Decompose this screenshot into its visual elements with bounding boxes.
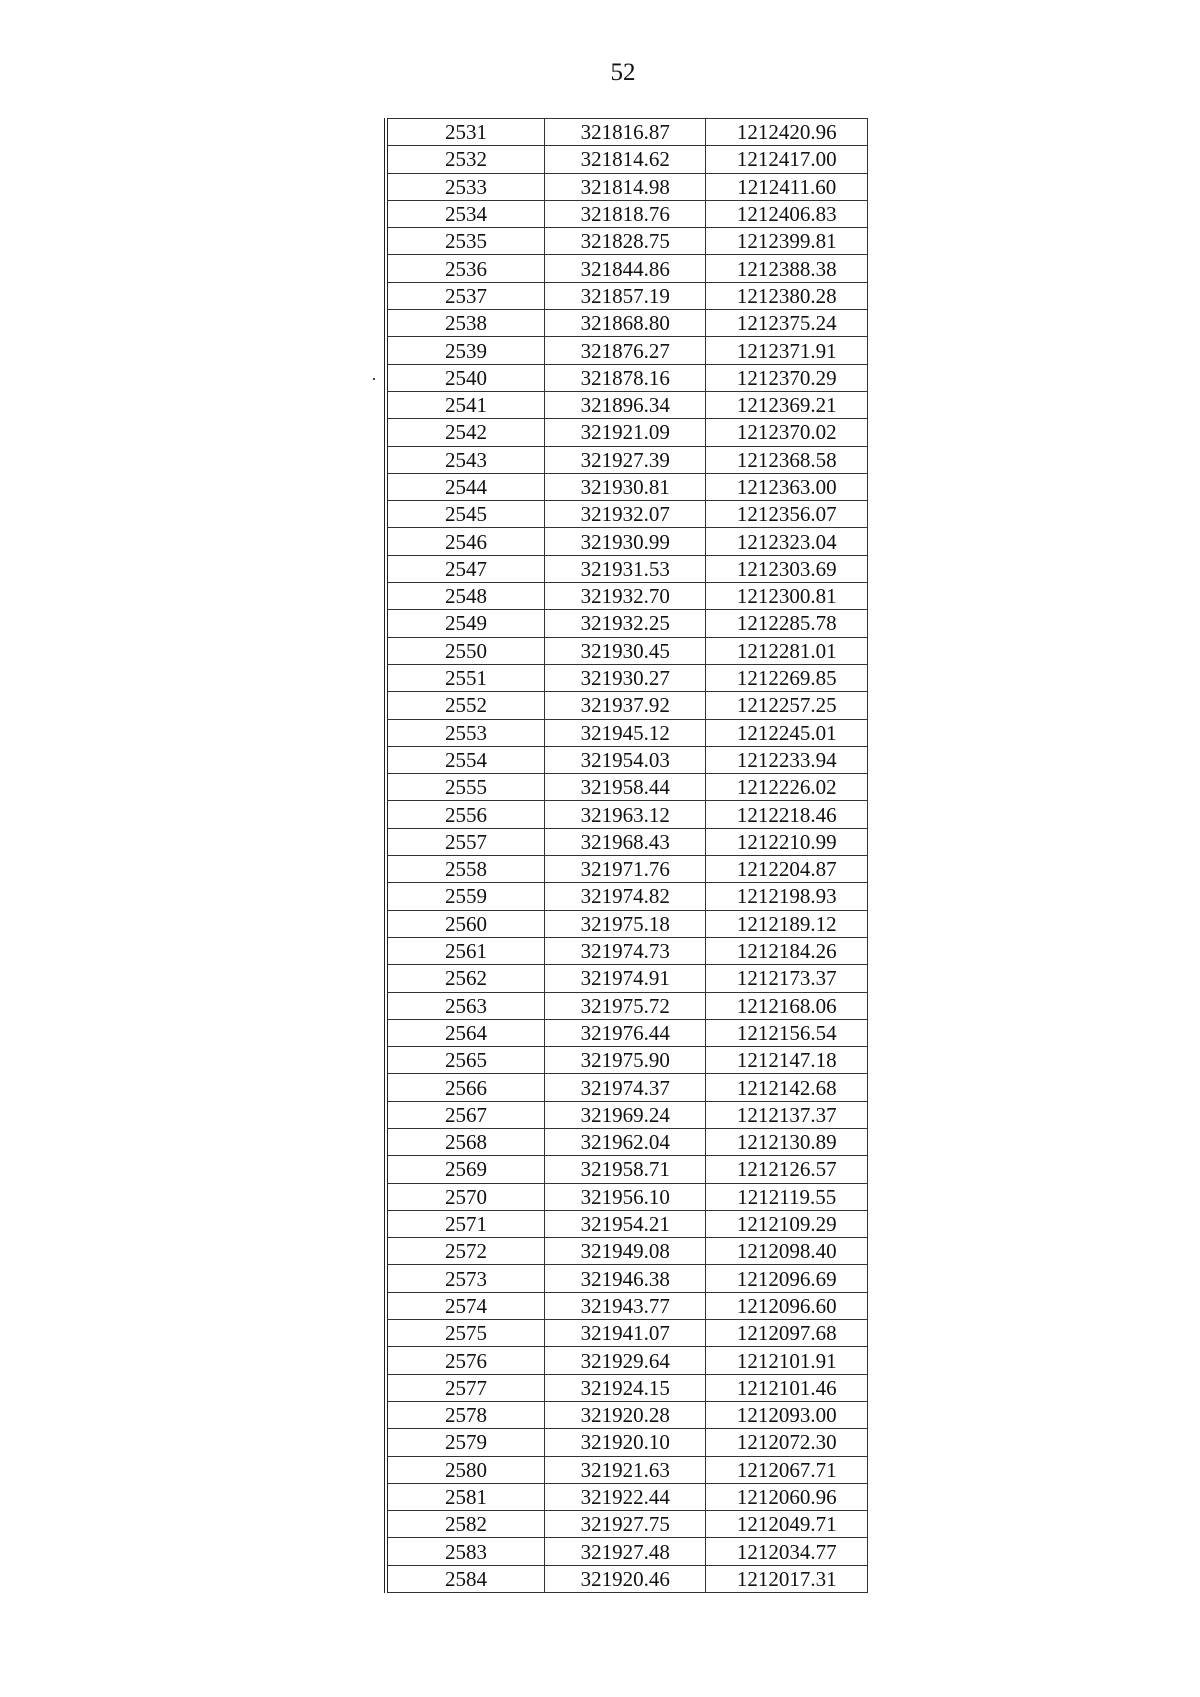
y-coordinate-cell: 1212093.00 — [706, 1401, 868, 1428]
point-number-cell: 2583 — [386, 1538, 544, 1565]
point-number-cell: 2534 — [386, 200, 544, 227]
point-number-cell: 2548 — [386, 583, 544, 610]
x-coordinate-cell: 321945.12 — [544, 719, 706, 746]
table-row — [386, 1374, 868, 1401]
y-coordinate-cell: 1212420.96 — [706, 119, 868, 146]
y-coordinate-cell: 1212049.71 — [706, 1511, 868, 1538]
y-coordinate-cell: 1212363.00 — [706, 473, 868, 500]
point-number-cell: 2564 — [386, 1019, 544, 1046]
x-coordinate-cell: 321930.27 — [544, 664, 706, 691]
x-coordinate-cell: 321920.46 — [544, 1565, 706, 1592]
table-row — [386, 856, 868, 883]
x-coordinate-cell: 321921.09 — [544, 419, 706, 446]
y-coordinate-cell: 1212370.02 — [706, 419, 868, 446]
y-coordinate-cell: 1212097.68 — [706, 1320, 868, 1347]
table-row — [386, 1538, 868, 1565]
point-number-cell: 2563 — [386, 992, 544, 1019]
table-row — [386, 801, 868, 828]
point-number-cell: 2543 — [386, 446, 544, 473]
y-coordinate-cell: 1212204.87 — [706, 856, 868, 883]
table-row — [386, 1456, 868, 1483]
table-row — [386, 282, 868, 309]
stray-dot — [373, 378, 375, 380]
x-coordinate-cell: 321954.21 — [544, 1210, 706, 1237]
x-coordinate-cell: 321937.92 — [544, 692, 706, 719]
table-row — [386, 692, 868, 719]
point-number-cell: 2554 — [386, 746, 544, 773]
point-number-cell: 2581 — [386, 1483, 544, 1510]
x-coordinate-cell: 321930.99 — [544, 528, 706, 555]
point-number-cell: 2546 — [386, 528, 544, 555]
table-row — [386, 1019, 868, 1046]
x-coordinate-cell: 321946.38 — [544, 1265, 706, 1292]
point-number-cell: 2567 — [386, 1101, 544, 1128]
point-number-cell: 2544 — [386, 473, 544, 500]
y-coordinate-cell: 1212189.12 — [706, 910, 868, 937]
y-coordinate-cell: 1212137.37 — [706, 1101, 868, 1128]
table-row — [386, 146, 868, 173]
y-coordinate-cell: 1212142.68 — [706, 1074, 868, 1101]
table-row — [386, 255, 868, 282]
table-row — [386, 1101, 868, 1128]
point-number-cell: 2552 — [386, 692, 544, 719]
y-coordinate-cell: 1212184.26 — [706, 937, 868, 964]
x-coordinate-cell: 321932.25 — [544, 610, 706, 637]
x-coordinate-cell: 321818.76 — [544, 200, 706, 227]
point-number-cell: 2538 — [386, 310, 544, 337]
table-row — [386, 200, 868, 227]
point-number-cell: 2571 — [386, 1210, 544, 1237]
point-number-cell: 2545 — [386, 501, 544, 528]
x-coordinate-cell: 321941.07 — [544, 1320, 706, 1347]
table-row — [386, 1238, 868, 1265]
y-coordinate-cell: 1212156.54 — [706, 1019, 868, 1046]
x-coordinate-cell: 321974.91 — [544, 965, 706, 992]
table-row — [386, 1074, 868, 1101]
x-coordinate-cell: 321868.80 — [544, 310, 706, 337]
y-coordinate-cell: 1212406.83 — [706, 200, 868, 227]
point-number-cell: 2557 — [386, 828, 544, 855]
y-coordinate-cell: 1212417.00 — [706, 146, 868, 173]
point-number-cell: 2584 — [386, 1565, 544, 1592]
table-row — [386, 391, 868, 418]
table-row — [386, 610, 868, 637]
point-number-cell: 2582 — [386, 1511, 544, 1538]
point-number-cell: 2573 — [386, 1265, 544, 1292]
page-number: 52 — [610, 59, 636, 86]
y-coordinate-cell: 1212147.18 — [706, 1047, 868, 1074]
point-number-cell: 2531 — [386, 119, 544, 146]
point-number-cell: 2549 — [386, 610, 544, 637]
x-coordinate-cell: 321920.28 — [544, 1401, 706, 1428]
y-coordinate-cell: 1212281.01 — [706, 637, 868, 664]
table-row — [386, 419, 868, 446]
x-coordinate-cell: 321930.81 — [544, 473, 706, 500]
y-coordinate-cell: 1212411.60 — [706, 173, 868, 200]
point-number-cell: 2533 — [386, 173, 544, 200]
x-coordinate-cell: 321930.45 — [544, 637, 706, 664]
point-number-cell: 2535 — [386, 228, 544, 255]
table-row — [386, 1047, 868, 1074]
x-coordinate-cell: 321943.77 — [544, 1292, 706, 1319]
y-coordinate-cell: 1212369.21 — [706, 391, 868, 418]
point-number-cell: 2558 — [386, 856, 544, 883]
x-coordinate-cell: 321844.86 — [544, 255, 706, 282]
x-coordinate-cell: 321949.08 — [544, 1238, 706, 1265]
point-number-cell: 2561 — [386, 937, 544, 964]
table-row — [386, 1128, 868, 1155]
y-coordinate-cell: 1212356.07 — [706, 501, 868, 528]
table-row — [386, 937, 868, 964]
y-coordinate-cell: 1212371.91 — [706, 337, 868, 364]
x-coordinate-cell: 321929.64 — [544, 1347, 706, 1374]
point-number-cell: 2574 — [386, 1292, 544, 1319]
point-number-cell: 2553 — [386, 719, 544, 746]
x-coordinate-cell: 321814.98 — [544, 173, 706, 200]
y-coordinate-cell: 1212017.31 — [706, 1565, 868, 1592]
y-coordinate-cell: 1212269.85 — [706, 664, 868, 691]
table-row — [386, 228, 868, 255]
x-coordinate-cell: 321814.62 — [544, 146, 706, 173]
table-row — [386, 119, 868, 146]
table-row — [386, 1210, 868, 1237]
table-row — [386, 364, 868, 391]
y-coordinate-cell: 1212126.57 — [706, 1156, 868, 1183]
x-coordinate-cell: 321954.03 — [544, 746, 706, 773]
point-number-cell: 2580 — [386, 1456, 544, 1483]
x-coordinate-cell: 321976.44 — [544, 1019, 706, 1046]
table-row — [386, 828, 868, 855]
point-number-cell: 2579 — [386, 1429, 544, 1456]
x-coordinate-cell: 321975.18 — [544, 910, 706, 937]
x-coordinate-cell: 321974.73 — [544, 937, 706, 964]
table-row — [386, 555, 868, 582]
table-row — [386, 719, 868, 746]
x-coordinate-cell: 321958.44 — [544, 774, 706, 801]
point-number-cell: 2572 — [386, 1238, 544, 1265]
table-row — [386, 1401, 868, 1428]
coordinates-table-body — [386, 119, 868, 1593]
point-number-cell: 2559 — [386, 883, 544, 910]
y-coordinate-cell: 1212173.37 — [706, 965, 868, 992]
y-coordinate-cell: 1212375.24 — [706, 310, 868, 337]
table-row — [386, 528, 868, 555]
point-number-cell: 2547 — [386, 555, 544, 582]
y-coordinate-cell: 1212067.71 — [706, 1456, 868, 1483]
y-coordinate-cell: 1212101.91 — [706, 1347, 868, 1374]
y-coordinate-cell: 1212096.60 — [706, 1292, 868, 1319]
point-number-cell: 2570 — [386, 1183, 544, 1210]
table-row — [386, 1265, 868, 1292]
x-coordinate-cell: 321922.44 — [544, 1483, 706, 1510]
y-coordinate-cell: 1212098.40 — [706, 1238, 868, 1265]
y-coordinate-cell: 1212198.93 — [706, 883, 868, 910]
point-number-cell: 2562 — [386, 965, 544, 992]
x-coordinate-cell: 321975.90 — [544, 1047, 706, 1074]
table-row — [386, 1347, 868, 1374]
y-coordinate-cell: 1212130.89 — [706, 1128, 868, 1155]
point-number-cell: 2565 — [386, 1047, 544, 1074]
point-number-cell: 2541 — [386, 391, 544, 418]
y-coordinate-cell: 1212303.69 — [706, 555, 868, 582]
point-number-cell: 2540 — [386, 364, 544, 391]
y-coordinate-cell: 1212285.78 — [706, 610, 868, 637]
table-row — [386, 1292, 868, 1319]
point-number-cell: 2537 — [386, 282, 544, 309]
y-coordinate-cell: 1212101.46 — [706, 1374, 868, 1401]
x-coordinate-cell: 321962.04 — [544, 1128, 706, 1155]
x-coordinate-cell: 321927.75 — [544, 1511, 706, 1538]
x-coordinate-cell: 321921.63 — [544, 1456, 706, 1483]
y-coordinate-cell: 1212245.01 — [706, 719, 868, 746]
x-coordinate-cell: 321927.39 — [544, 446, 706, 473]
x-coordinate-cell: 321878.16 — [544, 364, 706, 391]
y-coordinate-cell: 1212072.30 — [706, 1429, 868, 1456]
y-coordinate-cell: 1212060.96 — [706, 1483, 868, 1510]
x-coordinate-cell: 321969.24 — [544, 1101, 706, 1128]
y-coordinate-cell: 1212233.94 — [706, 746, 868, 773]
table-row — [386, 1565, 868, 1592]
y-coordinate-cell: 1212096.69 — [706, 1265, 868, 1292]
y-coordinate-cell: 1212368.58 — [706, 446, 868, 473]
table-row — [386, 473, 868, 500]
point-number-cell: 2560 — [386, 910, 544, 937]
y-coordinate-cell: 1212168.06 — [706, 992, 868, 1019]
point-number-cell: 2556 — [386, 801, 544, 828]
point-number-cell: 2551 — [386, 664, 544, 691]
x-coordinate-cell: 321857.19 — [544, 282, 706, 309]
coordinates-table — [384, 118, 868, 1593]
point-number-cell: 2550 — [386, 637, 544, 664]
point-number-cell: 2576 — [386, 1347, 544, 1374]
y-coordinate-cell: 1212034.77 — [706, 1538, 868, 1565]
x-coordinate-cell: 321828.75 — [544, 228, 706, 255]
point-number-cell: 2577 — [386, 1374, 544, 1401]
y-coordinate-cell: 1212257.25 — [706, 692, 868, 719]
table-row — [386, 637, 868, 664]
x-coordinate-cell: 321963.12 — [544, 801, 706, 828]
y-coordinate-cell: 1212399.81 — [706, 228, 868, 255]
x-coordinate-cell: 321956.10 — [544, 1183, 706, 1210]
table-row — [386, 446, 868, 473]
table-row — [386, 883, 868, 910]
y-coordinate-cell: 1212388.38 — [706, 255, 868, 282]
point-number-cell: 2536 — [386, 255, 544, 282]
x-coordinate-cell: 321975.72 — [544, 992, 706, 1019]
x-coordinate-cell: 321968.43 — [544, 828, 706, 855]
x-coordinate-cell: 321920.10 — [544, 1429, 706, 1456]
y-coordinate-cell: 1212109.29 — [706, 1210, 868, 1237]
table-row — [386, 1511, 868, 1538]
table-row — [386, 583, 868, 610]
point-number-cell: 2568 — [386, 1128, 544, 1155]
table-row — [386, 910, 868, 937]
point-number-cell: 2569 — [386, 1156, 544, 1183]
x-coordinate-cell: 321931.53 — [544, 555, 706, 582]
point-number-cell: 2542 — [386, 419, 544, 446]
table-row — [386, 746, 868, 773]
table-row — [386, 664, 868, 691]
table-row — [386, 774, 868, 801]
x-coordinate-cell: 321896.34 — [544, 391, 706, 418]
table-row — [386, 1183, 868, 1210]
y-coordinate-cell: 1212300.81 — [706, 583, 868, 610]
x-coordinate-cell: 321924.15 — [544, 1374, 706, 1401]
table-row — [386, 1483, 868, 1510]
x-coordinate-cell: 321927.48 — [544, 1538, 706, 1565]
y-coordinate-cell: 1212323.04 — [706, 528, 868, 555]
point-number-cell: 2532 — [386, 146, 544, 173]
x-coordinate-cell: 321974.82 — [544, 883, 706, 910]
point-number-cell: 2539 — [386, 337, 544, 364]
x-coordinate-cell: 321974.37 — [544, 1074, 706, 1101]
table-row — [386, 1320, 868, 1347]
y-coordinate-cell: 1212370.29 — [706, 364, 868, 391]
x-coordinate-cell: 321816.87 — [544, 119, 706, 146]
y-coordinate-cell: 1212380.28 — [706, 282, 868, 309]
table-row — [386, 992, 868, 1019]
x-coordinate-cell: 321932.70 — [544, 583, 706, 610]
table-row — [386, 965, 868, 992]
x-coordinate-cell: 321958.71 — [544, 1156, 706, 1183]
point-number-cell: 2575 — [386, 1320, 544, 1347]
y-coordinate-cell: 1212226.02 — [706, 774, 868, 801]
table-row — [386, 337, 868, 364]
table-row — [386, 1429, 868, 1456]
point-number-cell: 2578 — [386, 1401, 544, 1428]
y-coordinate-cell: 1212119.55 — [706, 1183, 868, 1210]
point-number-cell: 2566 — [386, 1074, 544, 1101]
table-row — [386, 173, 868, 200]
y-coordinate-cell: 1212210.99 — [706, 828, 868, 855]
table-row — [386, 310, 868, 337]
table-row — [386, 501, 868, 528]
x-coordinate-cell: 321971.76 — [544, 856, 706, 883]
x-coordinate-cell: 321932.07 — [544, 501, 706, 528]
y-coordinate-cell: 1212218.46 — [706, 801, 868, 828]
x-coordinate-cell: 321876.27 — [544, 337, 706, 364]
point-number-cell: 2555 — [386, 774, 544, 801]
table-row — [386, 1156, 868, 1183]
